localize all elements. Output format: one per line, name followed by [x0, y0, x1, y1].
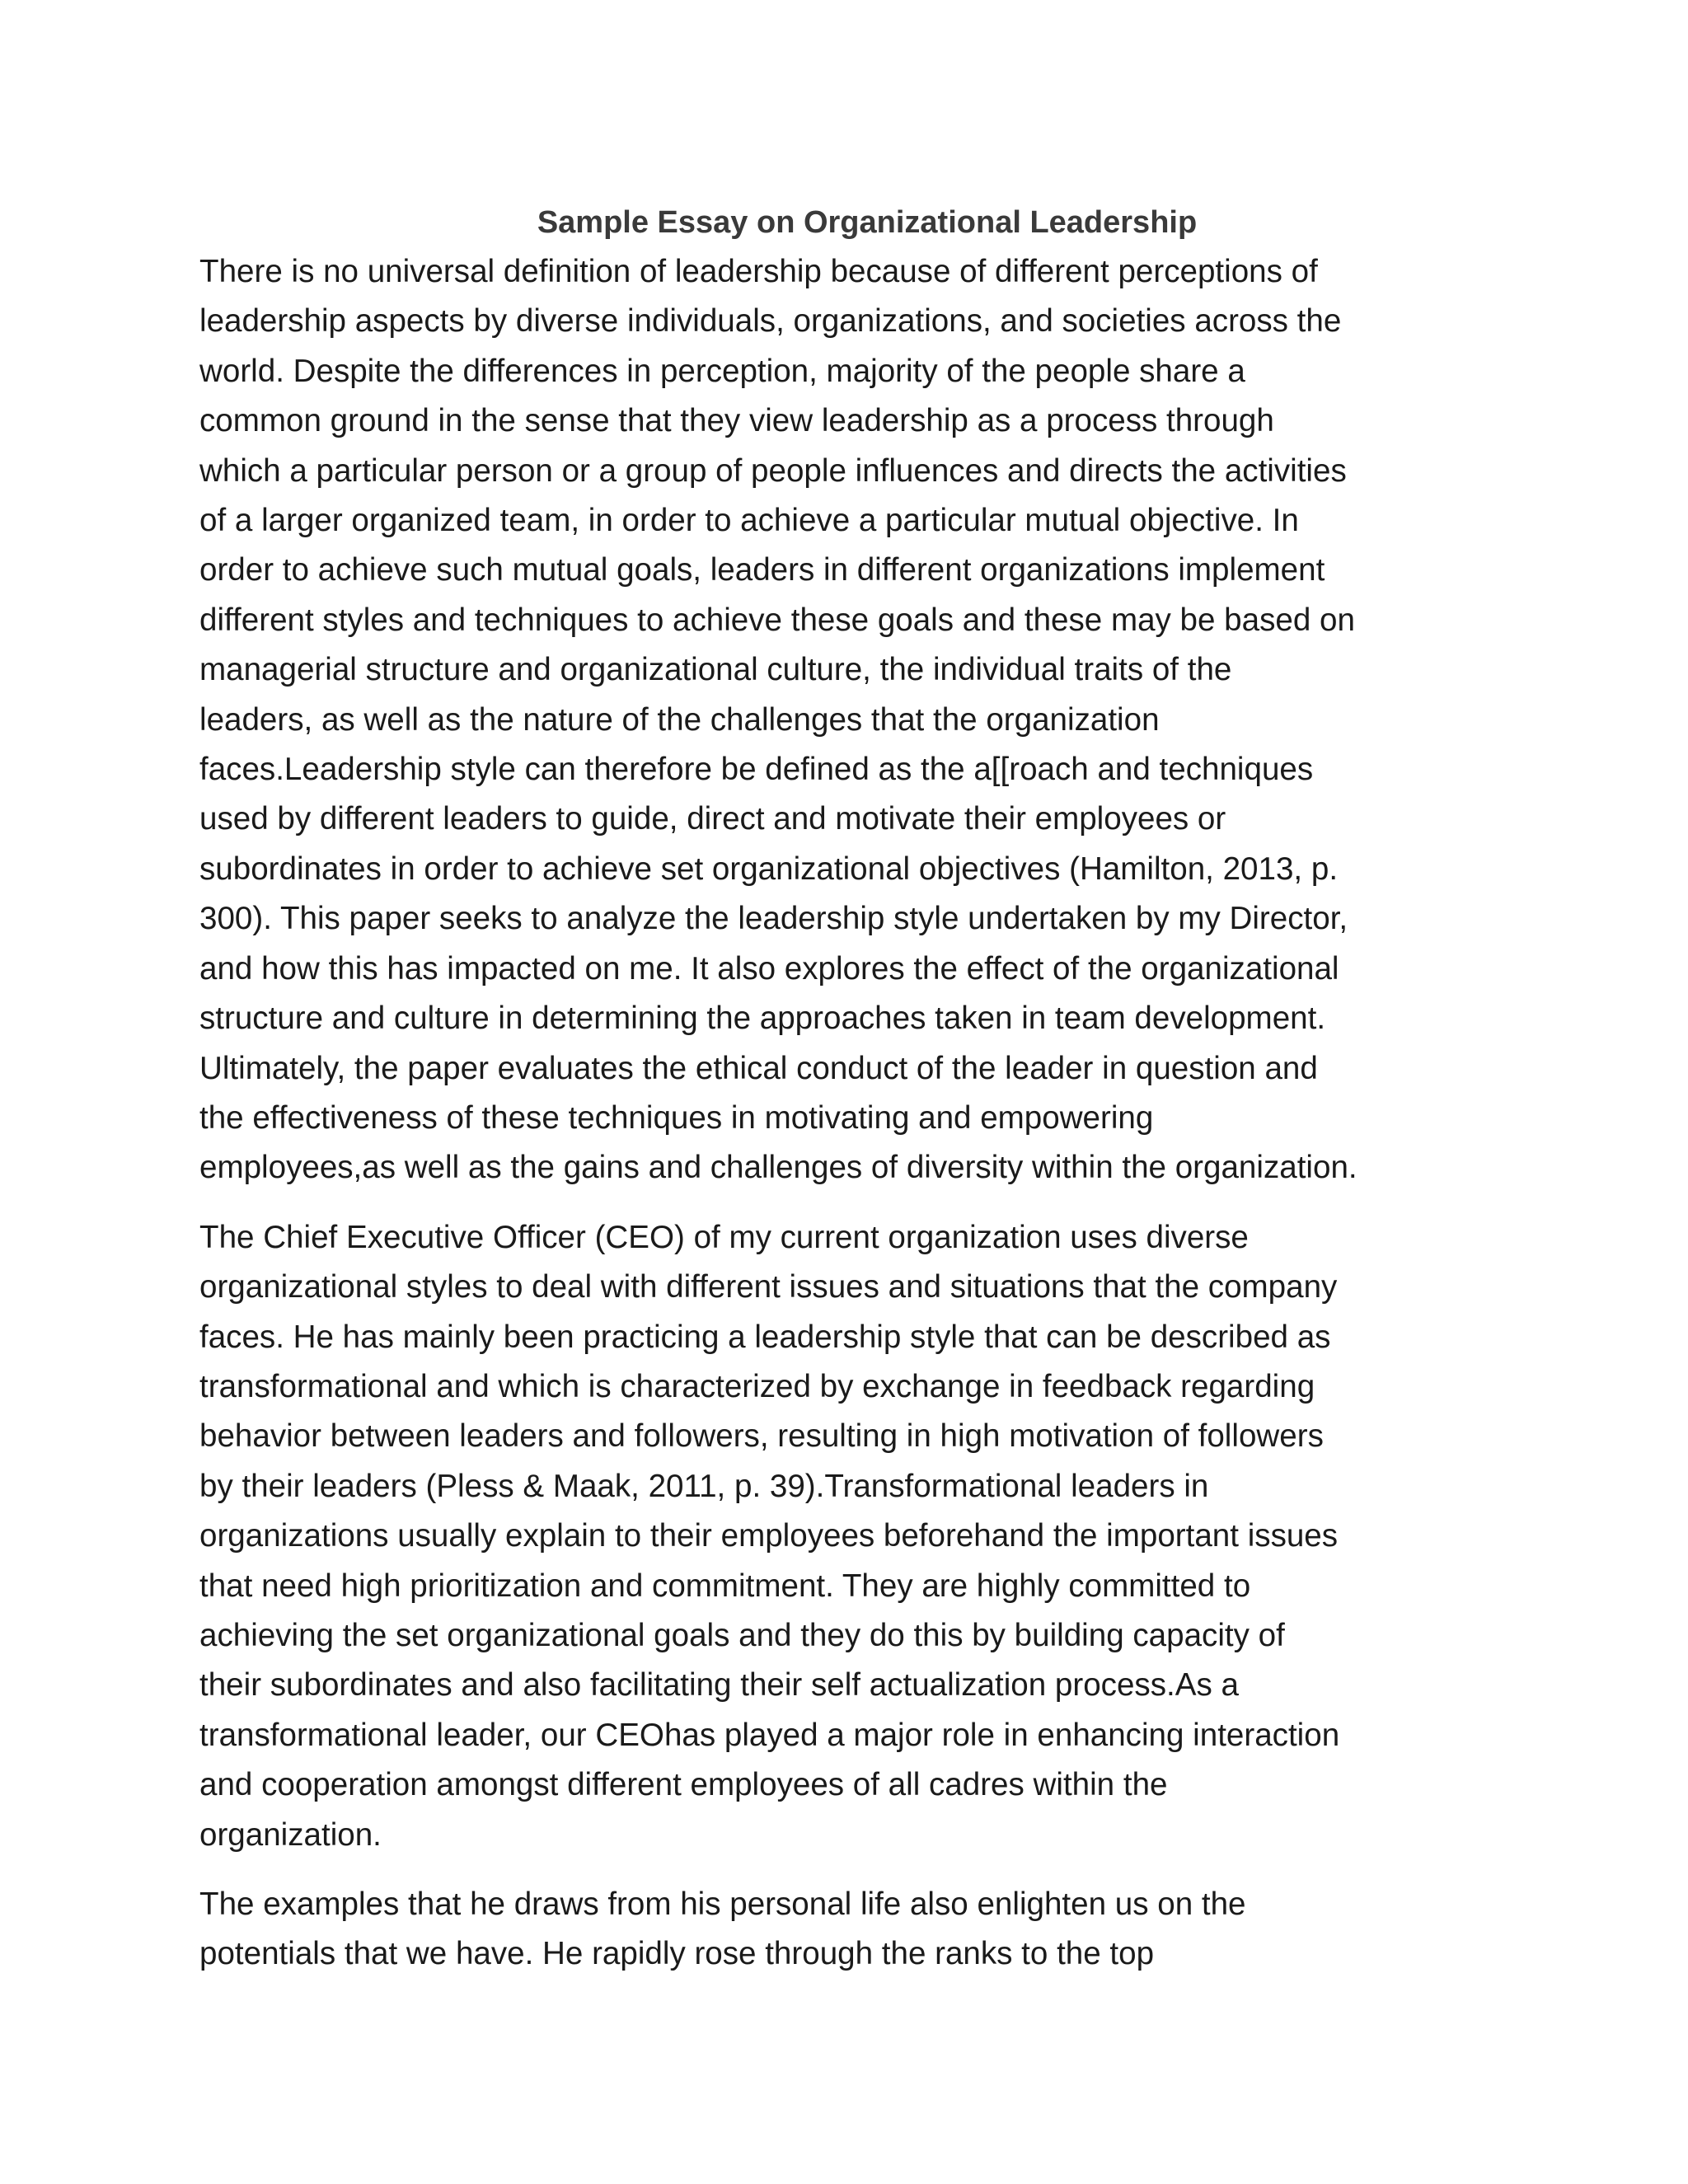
text-line: behavior between leaders and followers, resulting in high motivation of followers	[199, 1418, 1324, 1455]
text-line: The examples that he draws from his personal life also enlighten us on the	[199, 1886, 1246, 1922]
text-line: world. Despite the differences in perception, majority of the people share a	[199, 353, 1245, 389]
text-line: employees,as well as the gains and challenges of diversity within the organization.	[199, 1150, 1357, 1186]
text-line: transformational and which is characterized by exchange in feedback regarding	[199, 1368, 1315, 1404]
text-line: different styles and techniques to achieve these goals and these may be based on	[199, 602, 1355, 638]
text-line: structure and culture in determining the approaches taken in team development.	[199, 1001, 1326, 1037]
text-line: subordinates in order to achieve set organizational objectives (Hamilton, 2013, p.	[199, 851, 1339, 887]
text-line: by their leaders (Pless & Maak, 2011, p. 39).Transformational leaders in	[199, 1468, 1209, 1504]
text-line: order to achieve such mutual goals, leaders in different organizations implement	[199, 552, 1325, 588]
text-line: used by different leaders to guide, direct and motivate their employees or	[199, 801, 1226, 837]
text-line: faces.Leadership style can therefore be defined as the a[[roach and techniques	[199, 752, 1314, 788]
text-line: managerial structure and organizational culture, the individual traits of the	[199, 652, 1232, 688]
text-line: and cooperation amongst different employees of all cadres within the	[199, 1767, 1168, 1803]
document-title: Sample Essay on Organizational Leadership	[537, 205, 1198, 240]
paragraph-3	[199, 1880, 1502, 1980]
document-body	[199, 198, 1502, 1980]
text-line: leaders, as well as the nature of the challenges that the organization	[199, 701, 1160, 738]
text-line: The Chief Executive Officer (CEO) of my current organization uses diverse	[199, 1219, 1249, 1255]
text-line: of a larger organized team, in order to achieve a particular mutual objective. In	[199, 503, 1299, 539]
text-line: 300). This paper seeks to analyze the leadership style undertaken by my Director,	[199, 901, 1348, 937]
text-line: organizational styles to deal with different issues and situations that the company	[199, 1269, 1338, 1305]
text-line: that need high prioritization and commitment. They are highly committed to	[199, 1568, 1251, 1604]
text-line: There is no universal definition of leadership because of different perceptions of	[199, 254, 1318, 289]
text-line: Ultimately, the paper evaluates the ethical conduct of the leader in question and	[199, 1050, 1318, 1086]
text-line: their subordinates and also facilitating their self actualization process.As a	[199, 1667, 1239, 1704]
text-line: which a particular person or a group of people influences and directs the activities	[199, 452, 1347, 489]
text-line: common ground in the sense that they view leadership as a process through	[199, 403, 1274, 439]
text-line: leadership aspects by diverse individuals, organizations, and societies across the	[199, 303, 1342, 340]
text-line: the effectiveness of these techniques in motivating and empowering	[199, 1099, 1154, 1136]
paragraph-list	[199, 247, 1502, 1980]
paragraph-2	[199, 1213, 1502, 1860]
text-line: organizations usually explain to their employees beforehand the important issues	[199, 1518, 1339, 1554]
text-line: potentials that we have. He rapidly rose through the ranks to the top	[199, 1936, 1155, 1972]
text-line: achieving the set organizational goals and they do this by building capacity of	[199, 1617, 1285, 1653]
text-line: transformational leader, our CEOhas played a major role in enhancing interaction	[199, 1717, 1340, 1753]
text-line: and how this has impacted on me. It also explores the effect of the organizational	[199, 950, 1339, 987]
text-line: organization.	[199, 1816, 382, 1853]
paragraph-1	[199, 247, 1502, 1193]
text-line: faces. He has mainly been practicing a leadership style that can be described as	[199, 1319, 1331, 1355]
